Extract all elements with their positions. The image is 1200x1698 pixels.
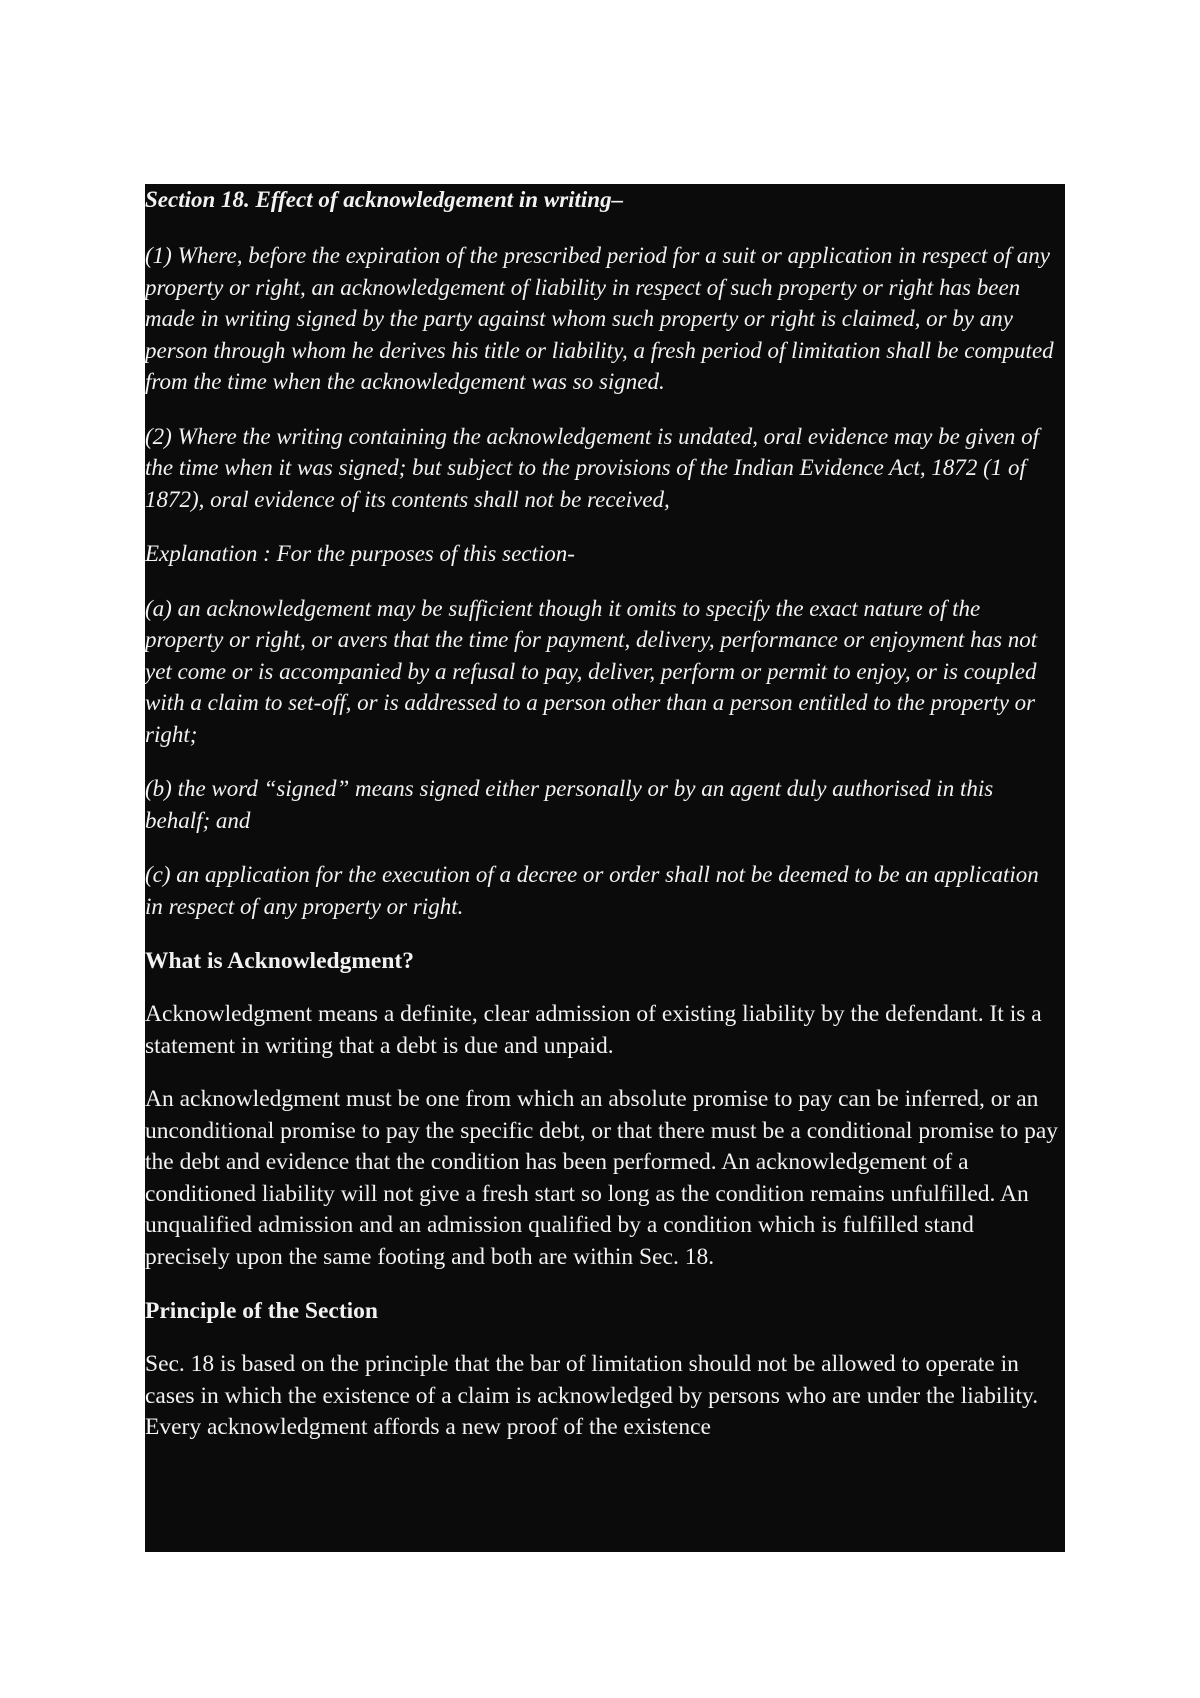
- explanation-heading: Explanation : For the purposes of this section-: [145, 541, 575, 566]
- explanation-b: (b) the word “signed” means signed either personally or by an agent duly authorised in this behalf; and: [145, 776, 994, 833]
- clause-1: (1) Where, before the expiration of the prescribed period for a suit or application in respect of any property or right, an acknowledgement of liability in respect of such property or right has been made in writing signed by the party against whom such property or right is claimed, or by any person through whom he derives his title or liability, a fresh period of limitation shall be computed from the time when the acknowledgement was so signed.: [145, 243, 1054, 394]
- explanation-a: (a) an acknowledgement may be sufficient though it omits to specify the exact nature of the property or right, or avers that the time for payment, delivery, performance or enjoyment has not yet come or is accompanied by a refusal to pay, deliver, perform or permit to enjoy, or is coupled with a claim to set-off, or is addressed to a person other than a person entitled to the property or right;: [145, 595, 1038, 747]
- explanation-c: (c) an application for the execution of a decree or order shall not be deemed to be an application in respect of any property or right.: [145, 862, 1039, 919]
- clause-2: (2) Where the writing containing the acknowledgement is undated, oral evidence may be given of the time when it was signed; but subject to the provisions of the Indian Evidence Act, 1872 (1 of 1872), oral evidence of its contents shall not be received,: [145, 423, 1039, 512]
- principle-paragraph: Sec. 18 is based on the principle that the bar of limitation should not be allowed to operate in cases in which the existence of a claim is acknowledged by persons who are under the liability. Every acknowledgment affords a new proof of the existence: [145, 1351, 1039, 1440]
- section-title: Section 18. Effect of acknowledgement in writing–: [145, 187, 624, 212]
- document-body: [145, 184, 1065, 1552]
- acknowledgment-paragraph-1: Acknowledgment means a definite, clear admission of existing liability by the defendant. It is a statement in writing that a debt is due and unpaid.: [145, 1001, 1042, 1059]
- acknowledgment-heading: What is Acknowledgment?: [145, 948, 414, 974]
- acknowledgment-paragraph-2: An acknowledgment must be one from which an absolute promise to pay can be inferred, or an unconditional promise to pay the specific debt, or that there must be a conditional promise to pay the debt and evidence that the condition has been performed. An acknowledgement of a conditioned liability will not give a fresh start so long as the condition remains unfulfilled. An unqualified admission and an admission qualified by a condition which is fulfilled stand precisely upon the same footing and both are within Sec. 18.: [145, 1086, 1059, 1270]
- principle-heading: Principle of the Section: [145, 1298, 379, 1324]
